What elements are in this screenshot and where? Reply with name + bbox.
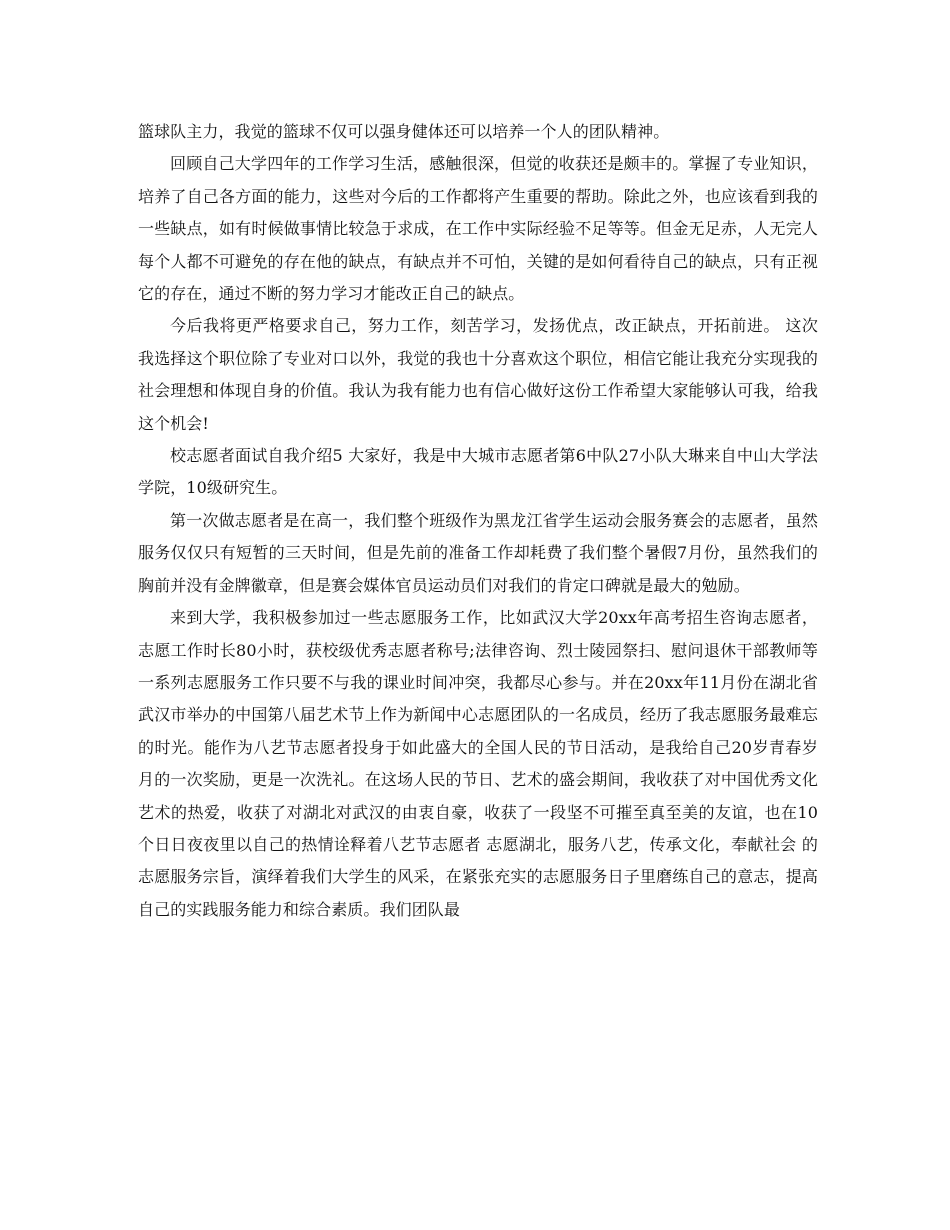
paragraph: 回顾自己大学四年的工作学习生活，感触很深，但觉的收获还是颇丰的。掌握了专业知识，培养了自己各方面的能力，这些对今后的工作都将产生重要的帮助。除此之外，也应该看到我的一些缺点，如有时候做事情比较急于求成，在工作中实际经验不足等等。但金无足赤，人无完人每个人都不可避免的存在他的缺点，有缺点并不可怕，关键的是如何看待自己的缺点，只有正视它的存在，通过不断的努力学习才能改正自己的缺点。 — [138, 154, 818, 304]
paragraph: 今后我将更严格要求自己，努力工作，刻苦学习，发扬优点，改正缺点，开拓前进。 这次我选择这个职位除了专业对口以外，我觉的我也十分喜欢这个职位，相信它能让我充分实现我的社会理想和体现自身的价值。我认为我有能力也有信心做好这份工作希望大家能够认可我，给我这个机会! — [138, 316, 818, 433]
paragraph: 校志愿者面试自我介绍5 大家好，我是中大城市志愿者第6中队27小队大琳来自中山大学法学院，10级研究生。 — [138, 446, 818, 498]
paragraph: 第一次做志愿者是在高一，我们整个班级作为黑龙江省学生运动会服务赛会的志愿者，虽然服务仅仅只有短暂的三天时间，但是先前的准备工作却耗费了我们整个暑假7月份，虽然我们的胸前并没有金牌徽章，但是赛会媒体官员运动员们对我们的肯定口碑就是最大的勉励。 — [138, 510, 818, 595]
document-body — [138, 116, 818, 926]
paragraph-continued: 篮球队主力，我觉的篮球不仅可以强身健体还可以培养一个人的团队精神。 — [138, 122, 670, 141]
paragraph: 来到大学，我积极参加过一些志愿服务工作，比如武汉大学20xx年高考招生咨询志愿者，志愿工作时长80小时，获校级优秀志愿者称号;法律咨询、烈士陵园祭扫、慰问退休干部教师等一系列志愿服务工作只要不与我的课业时间冲突，我都尽心参与。并在20xx年11月份在湖北省武汉市举办的中国第八届艺术节上作为新闻中心志愿团队的一名成员，经历了我志愿服务最难忘的时光。能作为八艺节志愿者投身于如此盛大的全国人民的节日活动，是我给自己20岁青春岁月的一次奖励，更是一次洗礼。在这场人民的节日、艺术的盛会期间，我收获了对中国优秀文化艺术的热爱，收获了对湖北对武汉的由衷自豪，收获了一段坚不可摧至真至美的友谊，也在10个日日夜夜里以自己的热情诠释着八艺节志愿者 志愿湖北，服务八艺，传承文化，奉献社会 的志愿服务宗旨，演绎着我们大学生的风采，在紧张充实的志愿服务日子里磨练自己的意志，提高自己的实践服务能力和综合素质。我们团队最 — [138, 608, 818, 919]
